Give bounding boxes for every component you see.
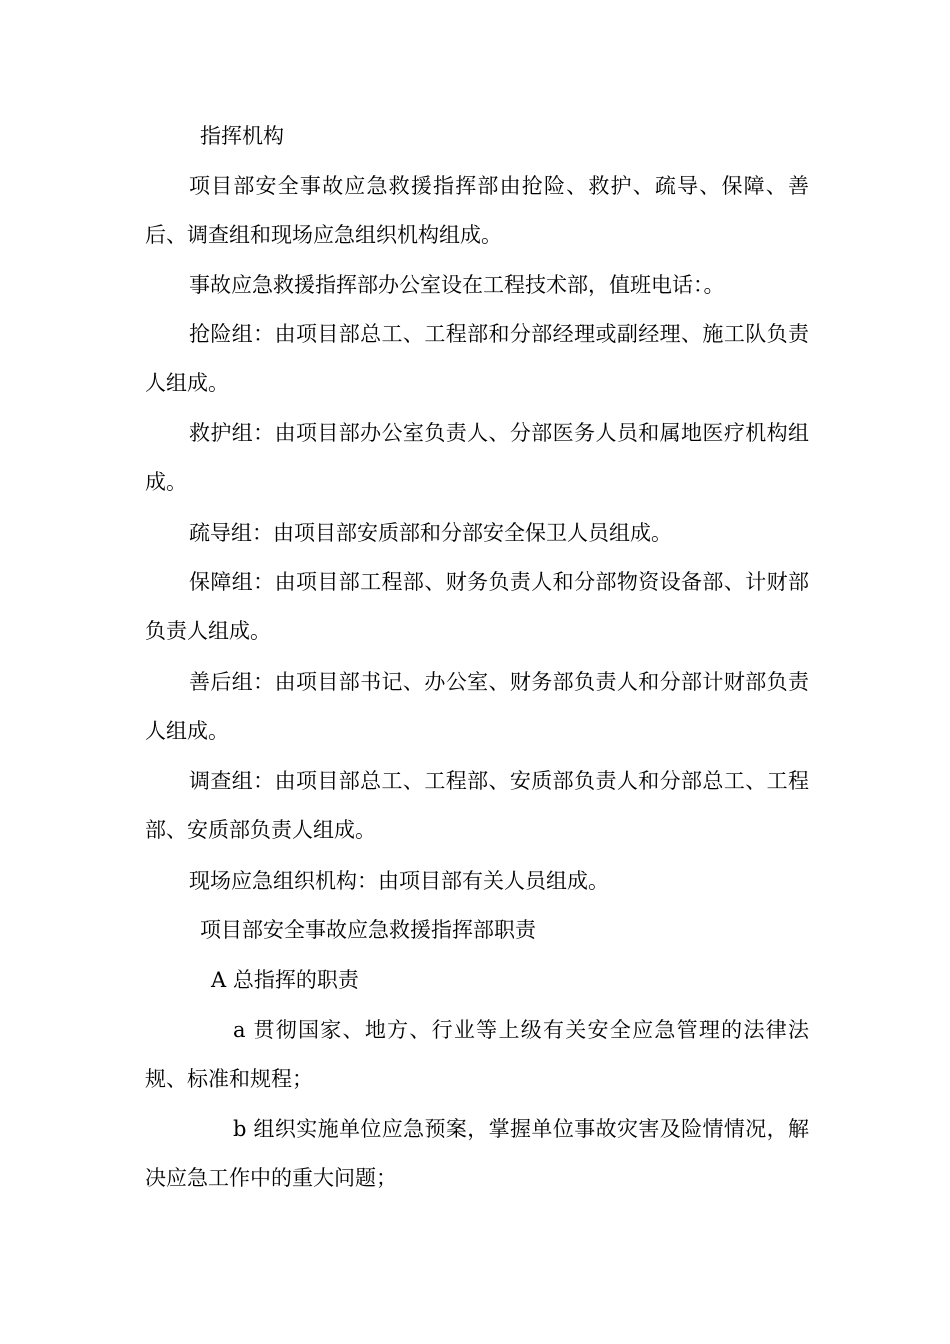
paragraph-investigation-team: 调查组：由项目部总工、工程部、安质部负责人和分部总工、工程部、安质部负责人组成。 xyxy=(145,769,809,842)
subheading-commander-duties: A 总指挥的职责 xyxy=(211,968,359,992)
paragraph-office-location: 事故应急救援指挥部办公室设在工程技术部，值班电话：。 xyxy=(189,273,725,297)
list-item-a: a 贯彻国家、地方、行业等上级有关安全应急管理的法律法规、标准和规程； xyxy=(145,1018,809,1091)
section-heading-headquarters-duties: 项目部安全事故应急救援指挥部职责 xyxy=(200,918,536,942)
paragraph-onsite-organization: 现场应急组织机构：由项目部有关人员组成。 xyxy=(189,869,609,893)
paragraph-aftermath-team: 善后组：由项目部书记、办公室、财务部负责人和分部计财部负责人组成。 xyxy=(145,670,809,743)
section-heading-command-structure: 指挥机构 xyxy=(200,124,284,148)
paragraph-evacuation-team: 疏导组：由项目部安质部和分部安全保卫人员组成。 xyxy=(189,521,672,545)
paragraph-support-team: 保障组：由项目部工程部、财务负责人和分部物资设备部、计财部负责人组成。 xyxy=(145,570,809,643)
paragraph-medical-team: 救护组：由项目部办公室负责人、分部医务人员和属地医疗机构组成。 xyxy=(145,421,809,494)
paragraph-rescue-team: 抢险组：由项目部总工、工程部和分部经理或副经理、施工队负责人组成。 xyxy=(145,322,809,395)
paragraph-headquarters-composition: 项目部安全事故应急救援指挥部由抢险、救护、疏导、保障、善后、调查组和现场应急组织机构组成。 xyxy=(145,174,809,247)
list-item-b: b 组织实施单位应急预案，掌握单位事故灾害及险情情况，解决应急工作中的重大问题； xyxy=(145,1117,809,1190)
